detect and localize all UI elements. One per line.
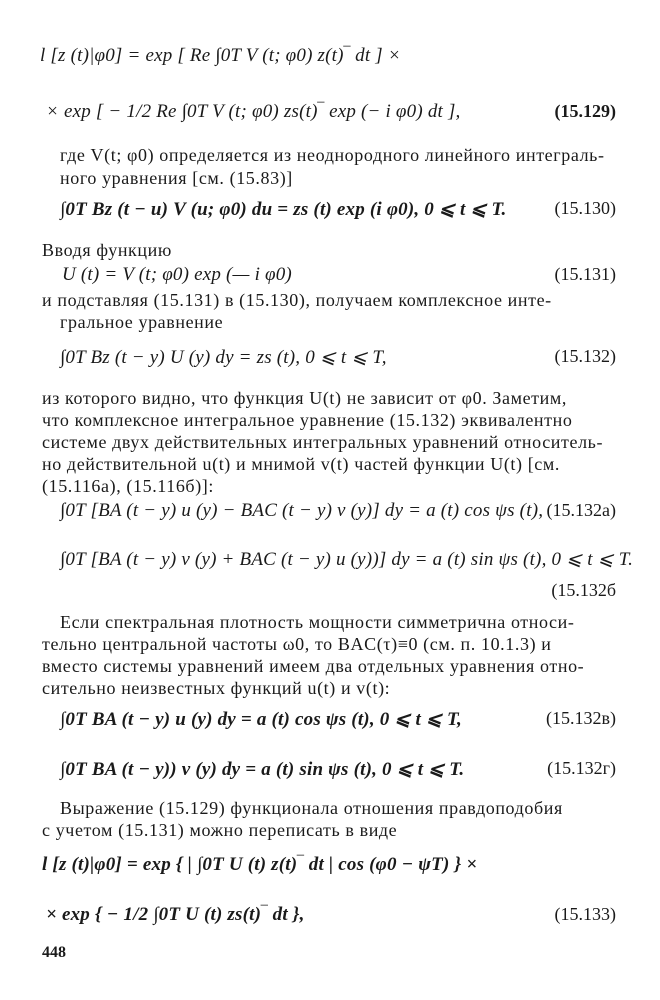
equation-number-15-130: (15.130) [554, 198, 616, 218]
text-line: но действительной u(t) и мнимой v(t) частей функции U(t) [см. [42, 454, 560, 474]
text-line: Выражение (15.129) функционала отношения правдоподобия [60, 798, 563, 818]
equation-number-15-132b: (15.132б [551, 580, 616, 600]
formula-15-129-line1: l [z (t)|φ0] = exp [ Re ∫0T V (t; φ0) z(t)‾ dt ] × [40, 45, 401, 66]
text-line: гральное уравнение [60, 312, 224, 332]
text-line: (15.116а), (15.116б)]: [42, 476, 214, 496]
text-line: ного уравнения [см. (15.83)] [60, 168, 293, 188]
formula-15-133-line2: × exp { − 1/2 ∫0T U (t) zs(t)‾ dt }, [46, 904, 305, 925]
text-line: где V(t; φ0) определяется из неоднородного линейного интеграль- [60, 145, 605, 165]
formula-15-132: ∫0T Bz (t − y) U (y) dy = zs (t), 0 ⩽ t ⩽ T, [60, 347, 387, 368]
equation-number-15-132: (15.132) [554, 346, 616, 366]
equation-number-15-129: (15.129) [554, 101, 616, 121]
formula-15-133-line1: l [z (t)|φ0] = exp { | ∫0T U (t) z(t)‾ dt | cos (φ0 − ψT) } × [42, 854, 478, 875]
text-line: системе двух действительных интегральных уравнений относитель- [42, 432, 604, 452]
formula-15-132v: ∫0T BA (t − y) u (y) dy = a (t) cos ψs (t), 0 ⩽ t ⩽ T, [60, 709, 462, 730]
text-line: сительно неизвестных функций u(t) и v(t): [42, 678, 391, 698]
formula-15-132g: ∫0T BA (t − y)) v (y) dy = a (t) sin ψs (t), 0 ⩽ t ⩽ T. [60, 759, 465, 780]
formula-15-132b: ∫0T [BA (t − y) v (y) + BAC (t − y) u (y))] dy = a (t) sin ψs (t), 0 ⩽ t ⩽ T. [60, 549, 634, 570]
text-line: с учетом (15.131) можно переписать в виде [42, 820, 398, 840]
text-line: что комплексное интегральное уравнение (15.132) эквивалентно [42, 410, 573, 430]
page-number: 448 [42, 944, 66, 961]
text-line: вместо системы уравнений имеем два отдельных уравнения отно- [42, 656, 585, 676]
equation-number-15-133: (15.133) [554, 904, 616, 924]
formula-15-130: ∫0T Bz (t − u) V (u; φ0) du = zs (t) exp (i φ0), 0 ⩽ t ⩽ T. [60, 199, 507, 220]
text-line: тельно центральной частоты ω0, то BAC(τ)≡0 (см. п. 10.1.3) и [42, 634, 552, 654]
formula-15-132a: ∫0T [BA (t − y) u (y) − BAC (t − y) v (y)] dy = a (t) cos ψs (t), [60, 500, 544, 521]
equation-number-15-131: (15.131) [554, 264, 616, 284]
text-line: Если спектральная плотность мощности симметрична относи- [60, 612, 575, 632]
text-line: и подставляя (15.131) в (15.130), получаем комплексное инте- [42, 290, 552, 310]
text-line: Вводя функцию [42, 240, 172, 260]
equation-number-15-132g: (15.132г) [547, 758, 616, 778]
formula-15-129-line2: × exp [ − 1/2 Re ∫0T V (t; φ0) zs(t)‾ exp (− i φ0) dt ], [46, 101, 461, 122]
equation-number-15-132a: (15.132а) [546, 500, 616, 520]
text-line: из которого видно, что функция U(t) не зависит от φ0. Заметим, [42, 388, 567, 408]
equation-number-15-132v: (15.132в) [546, 708, 616, 728]
formula-15-131: U (t) = V (t; φ0) exp (— i φ0) [62, 264, 292, 285]
